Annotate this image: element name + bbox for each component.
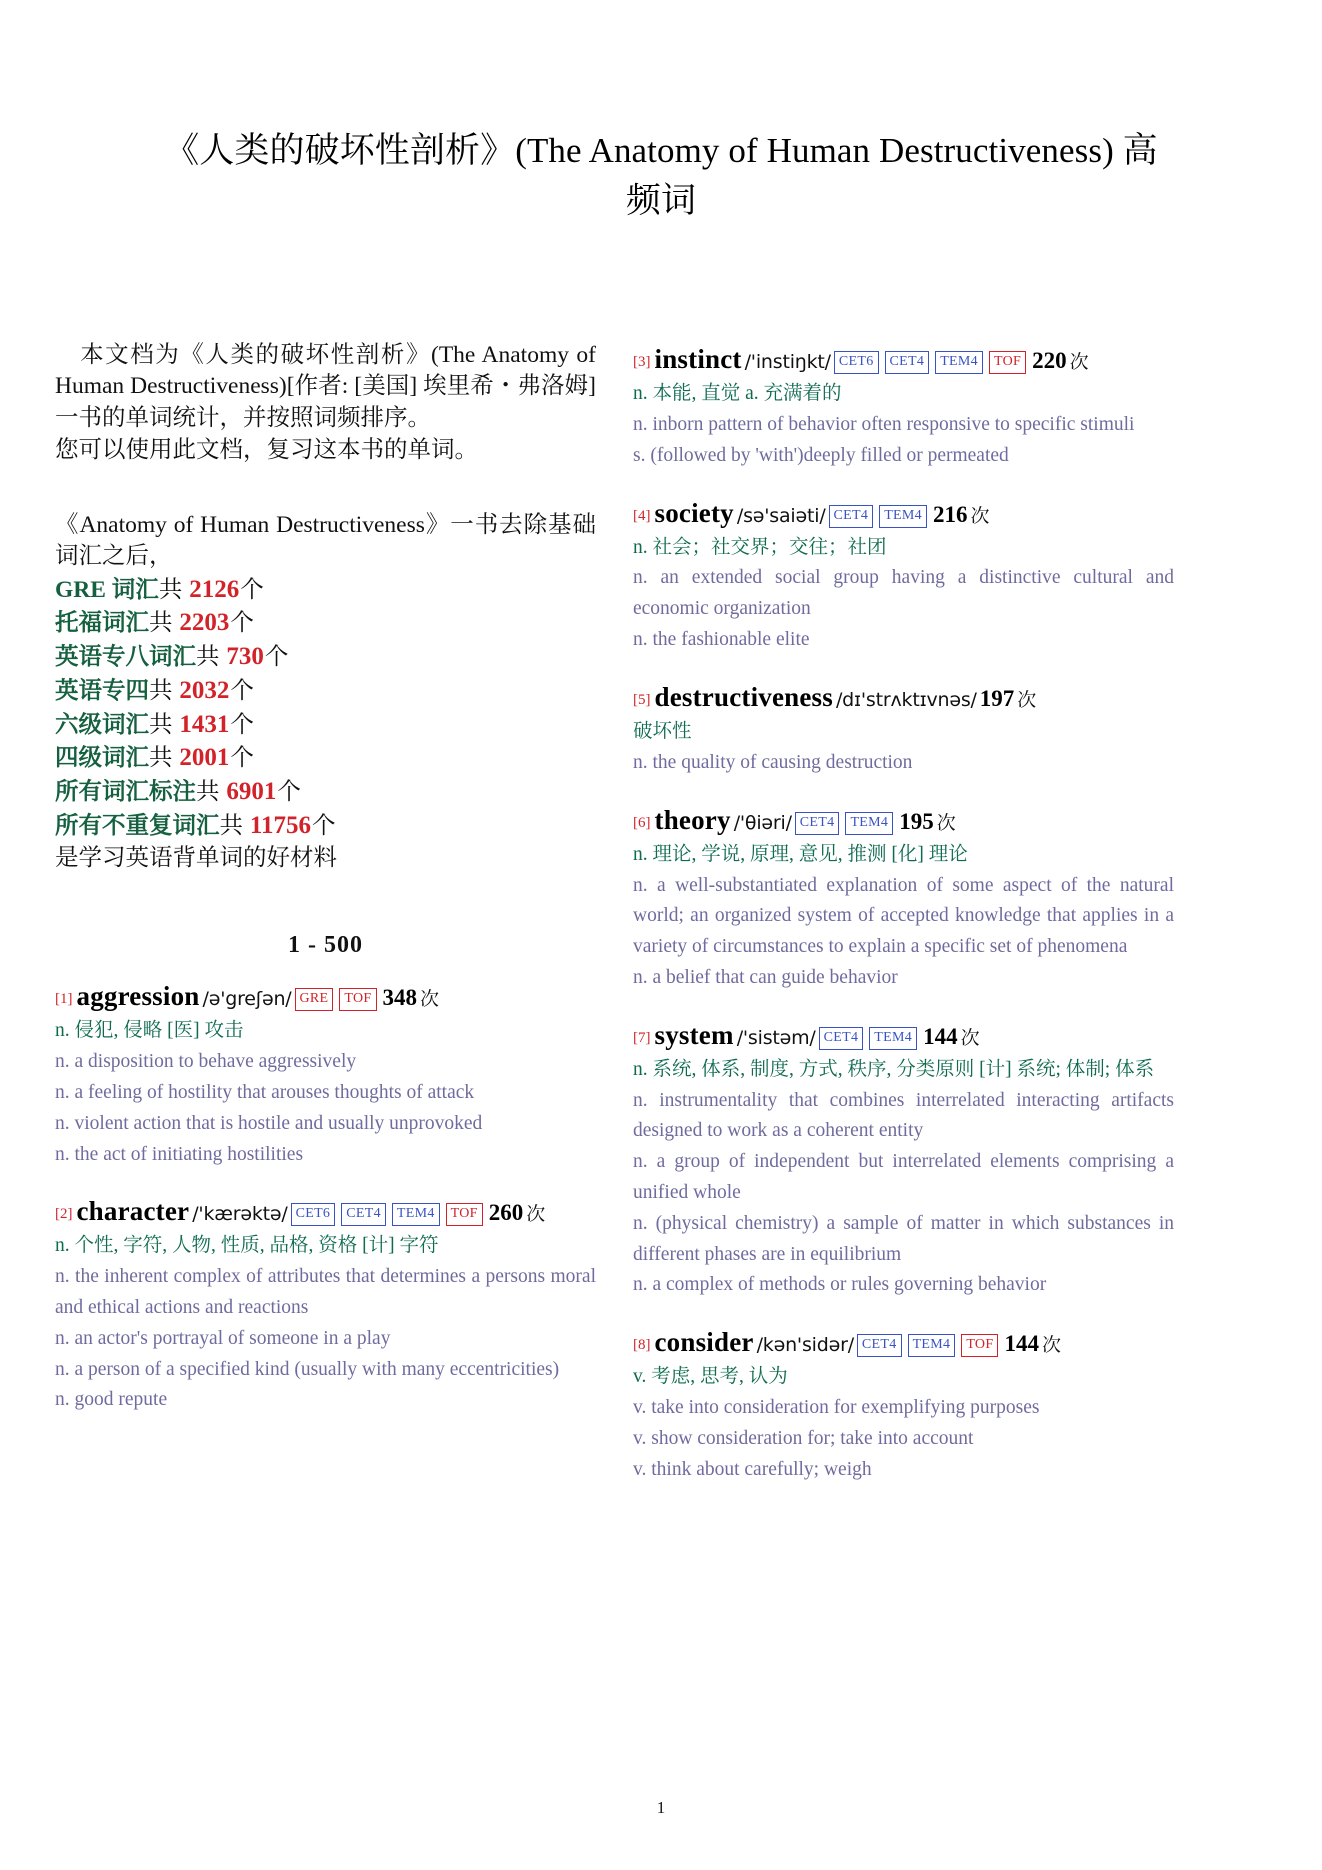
definition-english: n. (physical chemistry) a sample of matter in which substances in different phases are in equilibrium — [633, 1212, 1174, 1265]
entry-frequency-count: 197 — [979, 685, 1015, 711]
word-entry — [633, 1323, 1174, 1485]
entry-phonetic: /'kærəktə/ — [192, 1203, 288, 1226]
page-title: 《人类的破坏性剖析》(The Anatomy of Human Destructiveness) 高频词 — [164, 131, 1158, 220]
stat-label: 六级词汇 — [55, 711, 149, 738]
stat-line — [55, 606, 596, 640]
entry-word: theory — [654, 804, 731, 835]
exam-tag: TEM4 — [845, 812, 893, 835]
stat-line — [55, 775, 596, 809]
stat-unit: 个 — [264, 644, 289, 670]
entry-header — [633, 340, 1174, 379]
stat-connector: 共 — [149, 745, 179, 772]
word-entry — [633, 678, 1174, 779]
stat-unit: 个 — [312, 812, 336, 839]
entry-word: character — [76, 1196, 190, 1227]
stat-unit: 个 — [277, 779, 301, 805]
definition-chinese: n. 本能, 直觉 a. 充满着的 — [633, 383, 842, 405]
entry-count-unit: 次 — [526, 1204, 546, 1226]
entry-count-unit: 次 — [1017, 689, 1037, 711]
word-entry — [633, 801, 1174, 994]
stat-line — [55, 708, 596, 742]
entry-word: instinct — [654, 344, 742, 374]
intro-paragraph-2: 您可以使用此文档，复习这本书的单词。 — [55, 436, 478, 463]
entry-index: [8] — [633, 1337, 651, 1354]
stat-label: 所有不重复词汇 — [55, 812, 220, 839]
entry-count-unit: 次 — [1069, 352, 1089, 373]
entry-word: system — [654, 1019, 734, 1050]
exam-tag: TEM4 — [908, 1334, 956, 1357]
exam-tag: CET4 — [819, 1027, 864, 1050]
entry-header — [55, 1192, 596, 1231]
exam-tag: TEM4 — [869, 1027, 917, 1050]
stat-value: 2203 — [179, 609, 230, 637]
definition-english: n. a belief that can guide behavior — [633, 966, 898, 988]
stats-list — [55, 573, 596, 843]
exam-tag: TEM4 — [879, 505, 927, 528]
definition-english: n. a feeling of hostility that arouses thoughts of attack — [55, 1081, 475, 1103]
definition-english: n. the quality of causing destruction — [633, 751, 913, 773]
stat-connector: 共 — [219, 812, 249, 839]
stat-line — [55, 809, 596, 843]
definition-english: n. a group of independent but interrelated elements comprising a unified whole — [633, 1151, 1174, 1204]
entry-frequency-count: 220 — [1032, 348, 1067, 373]
entry-header — [633, 678, 1174, 717]
entry-header — [55, 977, 596, 1016]
stat-value: 2001 — [179, 744, 230, 772]
stat-value: 11756 — [249, 811, 311, 839]
stat-connector: 共 — [149, 677, 179, 704]
definition-english: s. (followed by 'with')deeply filled or permeated — [633, 444, 1009, 466]
entry-index: [1] — [55, 991, 73, 1008]
entry-header — [633, 801, 1174, 840]
definition-chinese: 破坏性 — [633, 721, 692, 742]
entry-header — [633, 494, 1174, 533]
entry-index: [7] — [633, 1029, 651, 1046]
definition-english: n. the inherent complex of attributes that determines a persons moral and ethical actions and reactions — [55, 1266, 596, 1319]
exam-tag: CET6 — [291, 1203, 336, 1226]
entry-frequency-count: 348 — [382, 985, 418, 1011]
entry-index: [5] — [633, 691, 651, 708]
entry-phonetic: /dɪ'strʌktɪvnəs/ — [835, 688, 977, 711]
definition-english: n. a person of a specified kind (usually with many eccentricities) — [55, 1358, 560, 1380]
entry-count-unit: 次 — [936, 812, 956, 834]
exam-tag: TOF — [446, 1203, 483, 1226]
entry-phonetic: /sə'saiəti/ — [736, 504, 826, 527]
entry-phonetic: /'instiŋkt/ — [744, 351, 831, 373]
exam-tag: CET4 — [341, 1203, 386, 1226]
definition-chinese: v. 考虑, 思考, 认为 — [633, 1366, 788, 1388]
stat-value: 730 — [226, 643, 264, 670]
exam-tag: TEM4 — [935, 351, 983, 374]
entry-count-unit: 次 — [1041, 1335, 1061, 1357]
right-column — [633, 340, 1174, 1508]
stat-label: 英语专八词汇 — [55, 644, 196, 670]
exam-tag: TEM4 — [392, 1203, 440, 1226]
stat-unit: 个 — [230, 610, 254, 637]
entry-phonetic: /'θiəri/ — [733, 811, 792, 834]
definition-english: n. a complex of methods or rules governing behavior — [633, 1274, 1047, 1296]
word-entry — [633, 340, 1174, 472]
definition-english: n. the act of initiating hostilities — [55, 1143, 304, 1165]
stat-line — [55, 573, 596, 607]
entry-phonetic: /kən'sidər/ — [756, 1334, 854, 1357]
definition-english: n. a well-substantiated explanation of some aspect of the natural world; an organized system of accepted knowledge that applies in a variety of circumstances to explain a specific set of phenomena — [633, 874, 1174, 958]
stat-value: 1431 — [179, 710, 230, 738]
stat-label: GRE 词汇 — [55, 576, 159, 603]
entry-frequency-count: 260 — [488, 1200, 524, 1226]
exam-tag: CET6 — [834, 351, 879, 374]
stat-unit: 个 — [240, 576, 264, 603]
stats-heading: 《Anatomy of Human Destructiveness》一书去除基础词汇之后， — [55, 512, 596, 570]
entry-header — [633, 1016, 1174, 1055]
stat-connector: 共 — [196, 779, 226, 805]
left-column — [55, 340, 596, 1508]
stats-tail: 是学习英语背单词的好材料 — [55, 844, 337, 871]
definition-english: n. the fashionable elite — [633, 629, 810, 651]
definition-english: n. good repute — [55, 1389, 168, 1411]
exam-tag: TOF — [339, 988, 376, 1011]
entries-left — [55, 977, 596, 1416]
entry-word: society — [654, 497, 734, 528]
stat-label: 所有词汇标注 — [55, 779, 196, 805]
word-entry — [55, 977, 596, 1170]
definition-english: n. an extended social group having a distinctive cultural and economic organization — [633, 567, 1174, 620]
definition-english: n. an actor's portrayal of someone in a play — [55, 1327, 391, 1349]
word-entry — [633, 494, 1174, 656]
intro-block — [55, 340, 596, 466]
definition-english: v. show consideration for; take into account — [633, 1427, 974, 1449]
exam-tag: CET4 — [829, 505, 874, 528]
entry-word: destructiveness — [654, 681, 833, 712]
definition-english: v. think about carefully; weigh — [633, 1458, 872, 1480]
stat-unit: 个 — [230, 745, 254, 772]
definition-english: n. inborn pattern of behavior often responsive to specific stimuli — [633, 413, 1135, 435]
definition-chinese: n. 个性, 字符, 人物, 性质, 品格, 资格 [计] 字符 — [55, 1235, 439, 1257]
stat-value: 2126 — [189, 575, 240, 603]
stat-connector: 共 — [196, 644, 226, 670]
stat-label: 英语专四 — [55, 677, 149, 704]
stat-line — [55, 640, 596, 674]
definition-chinese: n. 系统, 体系, 制度, 方式, 秩序, 分类原则 [计] 系统; 体制; 体系 — [633, 1058, 1155, 1080]
definition-chinese: n. 侵犯, 侵略 [医] 攻击 — [55, 1020, 244, 1042]
entry-header — [633, 1323, 1174, 1362]
intro-paragraph-1: 本文档为《人类的破坏性剖析》(The Anatomy of Human Destructiveness)[作者: [美国] 埃里希・弗洛姆] 一书的单词统计，并按照词频排序。 — [55, 342, 596, 431]
stat-connector: 共 — [158, 576, 189, 603]
definition-english: v. take into consideration for exemplifying purposes — [633, 1397, 1040, 1419]
stat-value: 2032 — [179, 676, 230, 704]
exam-tag: CET4 — [795, 812, 840, 835]
stat-label: 四级词汇 — [55, 745, 149, 772]
entry-count-unit: 次 — [960, 1027, 980, 1049]
entry-frequency-count: 144 — [1004, 1331, 1039, 1357]
stat-connector: 共 — [149, 610, 179, 637]
range-heading: 1 - 500 — [288, 932, 363, 959]
exam-tag: TOF — [961, 1334, 998, 1357]
definition-chinese: n. 社会；社交界；交往；社团 — [633, 536, 887, 558]
stat-line — [55, 741, 596, 775]
entries-right — [633, 340, 1174, 1486]
exam-tag: CET4 — [857, 1334, 902, 1357]
definition-english: n. violent action that is hostile and usually unprovoked — [55, 1112, 483, 1134]
stat-label: 托福词汇 — [55, 610, 149, 637]
stat-line — [55, 674, 596, 708]
entry-phonetic: /'sistəm/ — [736, 1026, 816, 1049]
exam-tag: TOF — [989, 351, 1026, 374]
intro-spacer — [55, 466, 596, 510]
entry-frequency-count: 195 — [899, 808, 934, 834]
definition-chinese: n. 理论, 学说, 原理, 意见, 推测 [化] 理论 — [633, 843, 968, 865]
entry-count-unit: 次 — [420, 989, 440, 1011]
exam-tag: GRE — [295, 988, 334, 1011]
entry-phonetic: /ə'greʃən/ — [202, 988, 292, 1011]
entry-index: [4] — [633, 507, 651, 524]
definition-english: n. a disposition to behave aggressively — [55, 1051, 357, 1073]
entry-frequency-count: 216 — [932, 501, 968, 527]
entry-word: aggression — [76, 981, 200, 1012]
entry-index: [6] — [633, 814, 651, 831]
two-column-body — [0, 340, 1322, 1508]
stat-value: 6901 — [226, 778, 277, 805]
entry-index: [2] — [55, 1206, 73, 1223]
stat-unit: 个 — [230, 677, 254, 704]
entry-frequency-count: 144 — [923, 1023, 958, 1049]
entry-count-unit: 次 — [970, 505, 990, 527]
exam-tag: CET4 — [885, 351, 930, 374]
word-entry — [55, 1192, 596, 1416]
definition-english: n. instrumentality that combines interrelated interacting artifacts designed to work as a coherent entity — [633, 1089, 1174, 1142]
page-number: 1 — [656, 1798, 666, 1817]
stat-connector: 共 — [149, 711, 179, 738]
stat-unit: 个 — [230, 711, 254, 738]
entry-word: consider — [654, 1327, 754, 1358]
word-entry — [633, 1016, 1174, 1302]
entry-index: [3] — [633, 354, 651, 370]
